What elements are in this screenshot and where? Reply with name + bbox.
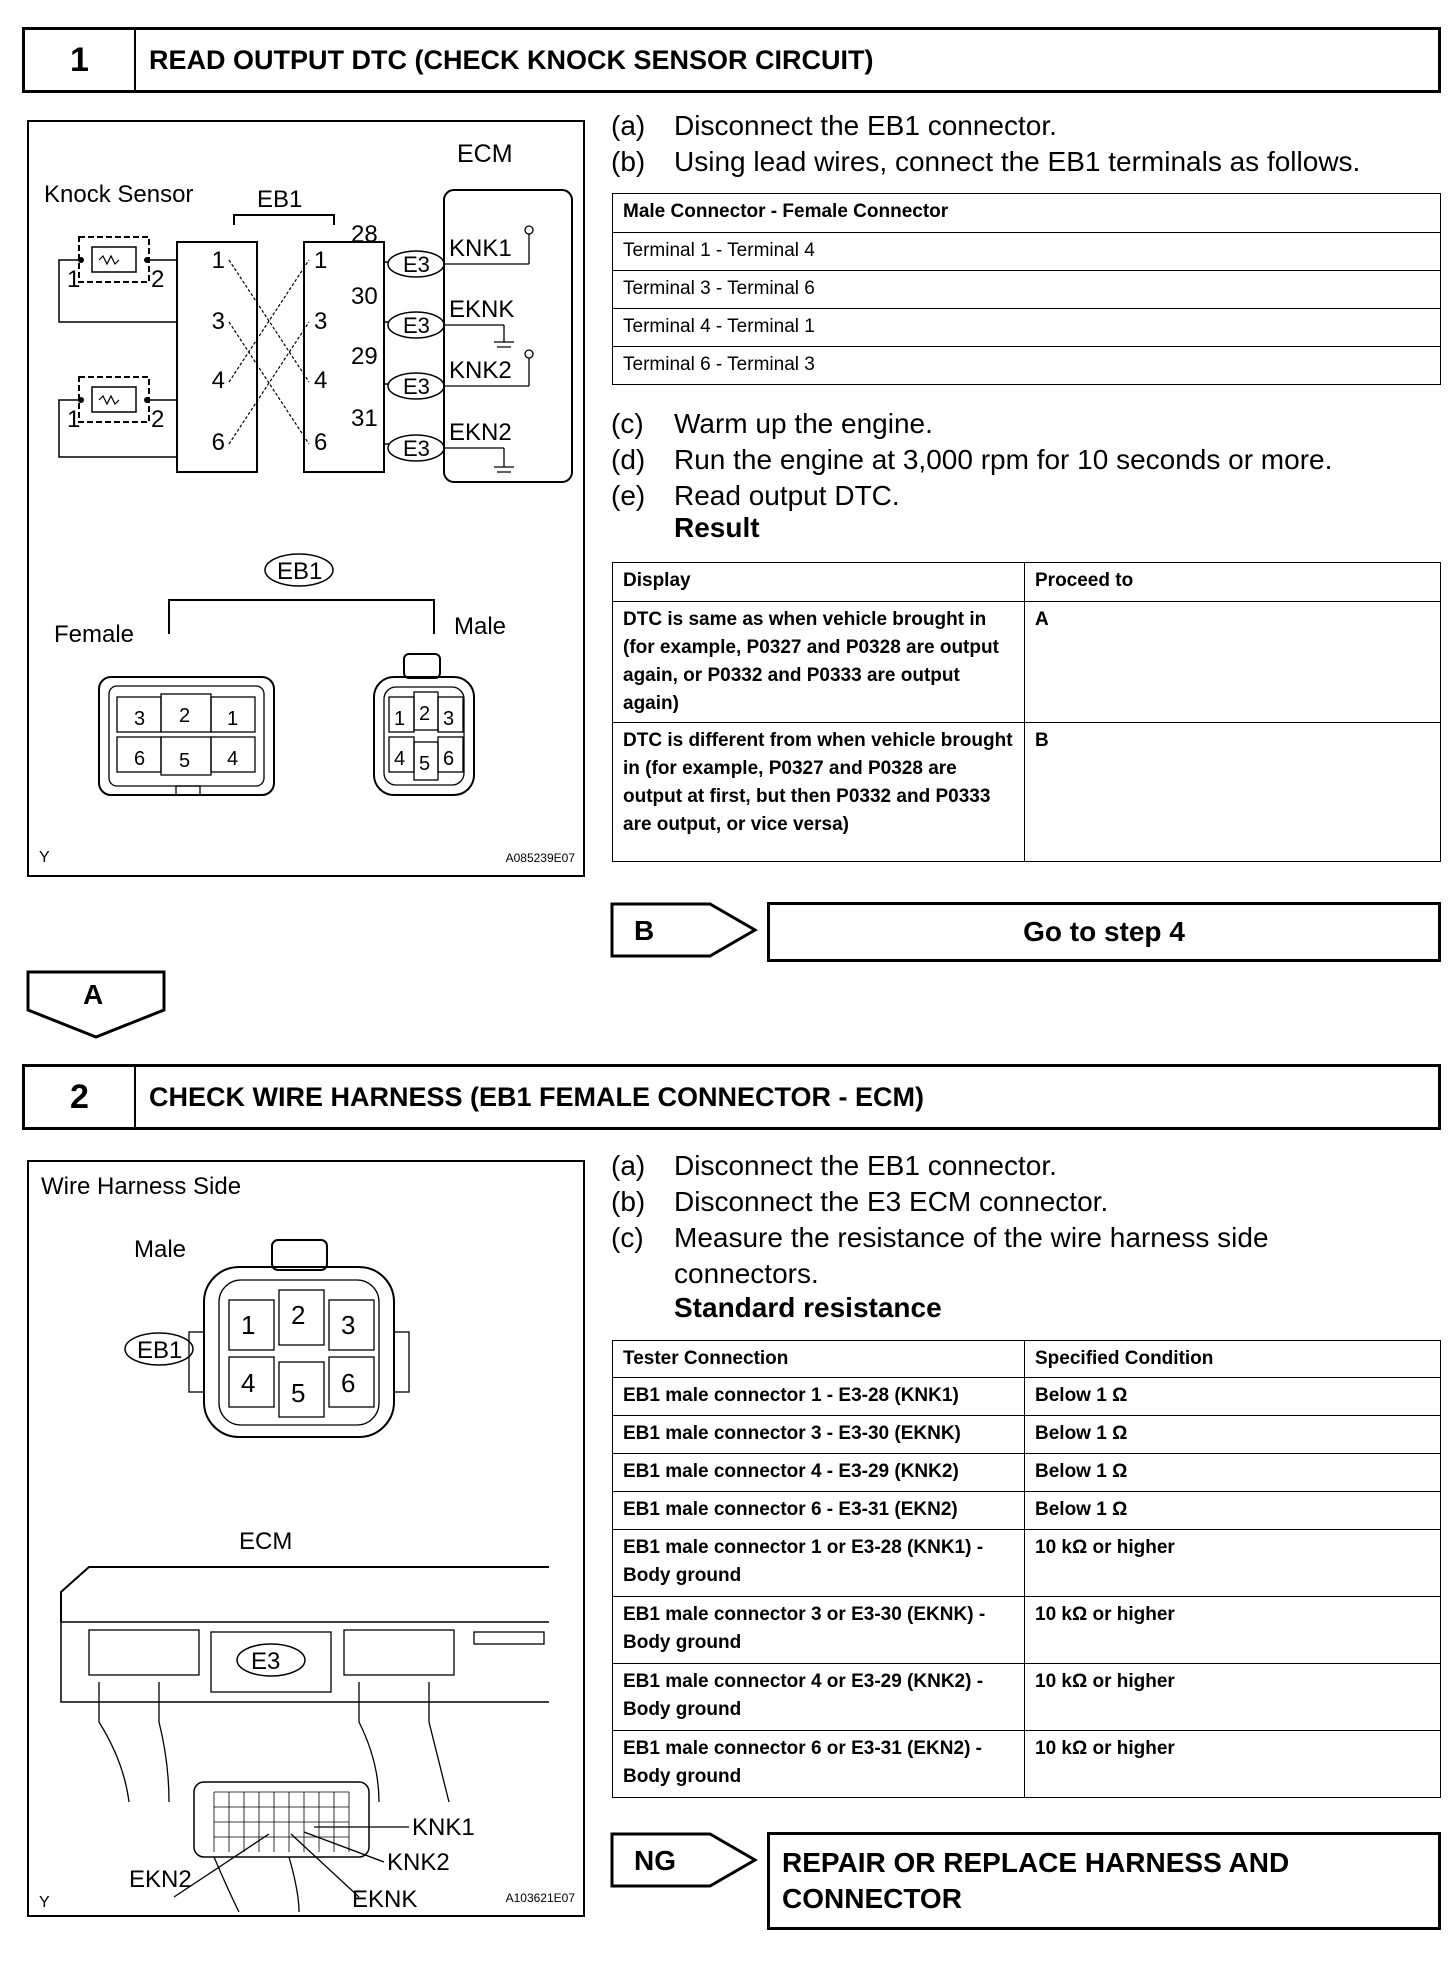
corner-mark: Y xyxy=(39,1894,50,1911)
svg-text:1: 1 xyxy=(241,1310,256,1340)
knk2-label: KNK2 xyxy=(387,1849,450,1876)
standard-resistance-label: Standard resistance xyxy=(674,1292,942,1323)
svg-text:31: 31 xyxy=(351,405,378,432)
svg-text:3: 3 xyxy=(211,308,225,335)
ecm-terminals xyxy=(351,221,514,461)
e3-label: E3 xyxy=(251,1648,281,1675)
svg-text:6: 6 xyxy=(211,429,225,456)
branch-a-arrow xyxy=(26,970,168,1040)
go-to-step-4-box: Go to step 4 xyxy=(767,902,1441,962)
svg-text:6: 6 xyxy=(134,748,146,770)
svg-text:E3: E3 xyxy=(403,436,430,461)
svg-text:4: 4 xyxy=(314,367,328,394)
svg-text:KNK1: KNK1 xyxy=(449,235,512,262)
eb1-label: EB1 xyxy=(257,186,303,213)
connector-eb1-label: EB1 xyxy=(277,558,323,585)
svg-text:2: 2 xyxy=(151,406,165,433)
svg-text:4: 4 xyxy=(211,367,225,394)
table-row: EB1 male connector 4 or E3-29 (KNK2) - Body ground 10 kΩ or higher xyxy=(613,1664,1441,1731)
svg-text:5: 5 xyxy=(419,753,431,775)
knk1-label: KNK1 xyxy=(412,1814,475,1841)
ekn2-label: EKN2 xyxy=(129,1866,192,1893)
svg-text:KNK2: KNK2 xyxy=(449,357,512,384)
branch-b-arrow xyxy=(610,902,760,958)
table-row: Terminal 1 - Terminal 4 xyxy=(613,233,1441,271)
male-label: Male xyxy=(134,1236,187,1263)
svg-text:3: 3 xyxy=(443,708,455,730)
ecm-label: ECM xyxy=(457,140,513,168)
svg-text:E3: E3 xyxy=(403,252,430,277)
svg-text:3: 3 xyxy=(314,308,328,335)
svg-text:2: 2 xyxy=(151,266,165,293)
svg-text:1: 1 xyxy=(211,247,225,274)
svg-text:3: 3 xyxy=(341,1310,356,1340)
branch-ng-arrow xyxy=(610,1832,760,1888)
table-row: Terminal 3 - Terminal 6 xyxy=(613,271,1441,309)
table-row: EB1 male connector 1 - E3-28 (KNK1) Below 1 Ω xyxy=(613,1378,1441,1416)
table-row: EB1 male connector 6 or E3-31 (EKN2) - Body ground 10 kΩ or higher xyxy=(613,1731,1441,1798)
svg-text:1: 1 xyxy=(67,266,81,293)
table-row: Terminal 4 - Terminal 1 xyxy=(613,309,1441,347)
svg-text:6: 6 xyxy=(443,748,455,770)
knock-sensor-1 xyxy=(67,237,164,293)
female-label: Female xyxy=(54,621,135,648)
table-row: EB1 male connector 6 - E3-31 (EKN2) Below 1 Ω xyxy=(613,1492,1441,1530)
svg-text:1: 1 xyxy=(314,247,328,274)
table-row: DTC is same as when vehicle brought in (for example, P0327 and P0328 are output again, or P0332 and P0333 are output again) A xyxy=(613,602,1441,723)
svg-text:EKNK: EKNK xyxy=(449,296,515,323)
svg-text:29: 29 xyxy=(351,343,378,370)
resistance-table: Tester Connection Specified Condition EB1 male connector 1 - E3-28 (KNK1) Below 1 Ω EB1 male connector 3 - E3-30 (EKNK) Below 1 Ω EB1 male connector 4 - E3-29 (KNK2) Below 1 Ω EB1 male connector 6 - E3-31 (EKN2) Below 1 Ω EB1 male connector 1 or E3-28 (KNK1) - Body ground 10 kΩ or higher EB1 male connector 3 or E3-30 (EKNK) - Body ground 10 kΩ or higher EB1 male connector 4 or E3-29 (KNK2) - Body ground 10 kΩ or higher EB1 male connector 6 or E3-31 (EKN2) - Body ground 10 kΩ or higher xyxy=(612,1340,1441,1798)
step1-title: READ OUTPUT DTC (CHECK KNOCK SENSOR CIRCUIT) xyxy=(149,44,874,75)
eb1-label: EB1 xyxy=(137,1337,183,1364)
table-row: Terminal 6 - Terminal 3 xyxy=(613,347,1441,385)
svg-text:5: 5 xyxy=(179,750,191,772)
svg-text:2: 2 xyxy=(419,703,431,725)
ecm-label: ECM xyxy=(239,1528,293,1555)
svg-text:1: 1 xyxy=(67,406,81,433)
harness-diagram xyxy=(29,1162,583,1915)
svg-text:1: 1 xyxy=(394,708,406,730)
svg-text:6: 6 xyxy=(341,1368,356,1398)
circuit-diagram xyxy=(29,122,583,875)
svg-text:E3: E3 xyxy=(403,313,430,338)
svg-text:4: 4 xyxy=(227,748,239,770)
svg-text:2: 2 xyxy=(179,705,191,727)
svg-text:A: A xyxy=(83,979,104,1010)
svg-text:B: B xyxy=(634,915,655,946)
table-row: EB1 male connector 4 - E3-29 (KNK2) Below 1 Ω xyxy=(613,1454,1441,1492)
svg-text:4: 4 xyxy=(394,748,406,770)
table-row: EB1 male connector 1 or E3-28 (KNK1) - Body ground 10 kΩ or higher xyxy=(613,1530,1441,1597)
svg-text:EKN2: EKN2 xyxy=(449,419,512,446)
knock-sensor-2 xyxy=(67,377,164,433)
svg-text:1: 1 xyxy=(227,708,239,730)
svg-text:28: 28 xyxy=(351,221,378,248)
table-row: EB1 male connector 3 or E3-30 (EKNK) - Body ground 10 kΩ or higher xyxy=(613,1597,1441,1664)
svg-text:3: 3 xyxy=(134,708,146,730)
svg-text:6: 6 xyxy=(314,429,328,456)
step2-header xyxy=(22,1064,1441,1130)
step2-number: 2 xyxy=(25,1067,136,1127)
result-label: Result xyxy=(674,512,760,543)
ecm-unit xyxy=(61,1567,549,1912)
step1-header xyxy=(22,27,1441,93)
result-table: Display Proceed to DTC is same as when vehicle brought in (for example, P0327 and P0328 are output again, or P0332 and P0333 are output again) A DTC is different from when vehicle brought in (for example, P0327 and P0328 are output at first, but then P0332 and P0333 are output, or vice versa) B xyxy=(612,562,1441,862)
svg-text:5: 5 xyxy=(291,1378,306,1408)
table-row: EB1 male connector 3 - E3-30 (EKNK) Below 1 Ω xyxy=(613,1416,1441,1454)
step2-title: CHECK WIRE HARNESS (EB1 FEMALE CONNECTOR - ECM) xyxy=(149,1081,925,1112)
wire-harness-figure xyxy=(27,1160,585,1917)
wire-harness-side-label: Wire Harness Side xyxy=(41,1173,242,1200)
figure-code: A085239E07 xyxy=(505,851,575,865)
table-row: DTC is different from when vehicle brought in (for example, P0327 and P0328 are output at first, but then P0332 and P0333 are output, or vice versa) B xyxy=(613,723,1441,862)
svg-text:2: 2 xyxy=(291,1300,306,1330)
knock-sensor-label: Knock Sensor xyxy=(44,181,194,208)
figure-code: A103621E07 xyxy=(505,1891,575,1905)
svg-text:E3: E3 xyxy=(403,374,430,399)
corner-mark: Y xyxy=(39,849,50,866)
male-label: Male xyxy=(454,613,507,640)
svg-text:4: 4 xyxy=(241,1368,256,1398)
female-connector-face xyxy=(99,677,274,795)
svg-text:NG: NG xyxy=(634,1845,676,1876)
knock-sensor-circuit-figure xyxy=(27,120,585,877)
step1-number: 1 xyxy=(25,30,136,90)
repair-harness-box: REPAIR OR REPLACE HARNESS AND CONNECTOR xyxy=(767,1832,1441,1930)
eknk-label: EKNK xyxy=(352,1886,418,1913)
svg-text:30: 30 xyxy=(351,283,378,310)
lead-wire-table: Male Connector - Female Connector Terminal 1 - Terminal 4 Terminal 3 - Terminal 6 Terminal 4 - Terminal 1 Terminal 6 - Terminal 3 xyxy=(612,193,1441,385)
